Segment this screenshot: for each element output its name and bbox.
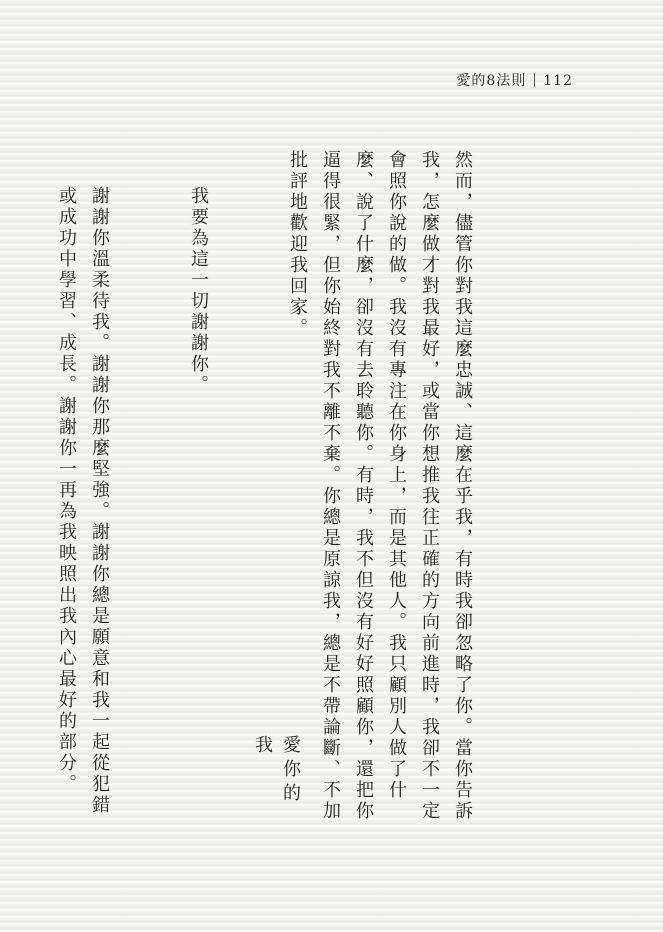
paragraph-2: 我要為這一切謝謝你。 bbox=[188, 186, 209, 396]
signature bbox=[248, 735, 304, 807]
paragraph-1: 然而，儘管你對我這麼忠誠、這麼在乎我，有時我卻忽略了你。當你告訴我，怎麼做才對我最好，或當你想推我往正確的方向前進時，我卻不一定會照你說的做。我沒有專注在你身上，而是其他人。我只顧別人做了什麼、說了什麼，卻沒有去聆聽你。有時，我不但沒有好好照顧你，還把你逼得很緊，但你始終對我不離不棄。你總是原諒我，總是不帶論斷、不加批評地歡迎我回家。 bbox=[287, 150, 473, 822]
page-number: 112 bbox=[543, 73, 573, 89]
paragraph-3: 謝謝你溫柔待我。謝謝你那麼堅強。謝謝你總是願意和我一起從犯錯或成功中學習、成長。謝謝你一再為我映照出我內心最好的部分。 bbox=[56, 186, 110, 816]
running-header bbox=[456, 70, 573, 90]
header-divider bbox=[534, 73, 535, 87]
letter-body bbox=[0, 150, 545, 830]
book-title: 愛的8法則 bbox=[456, 73, 527, 89]
signature-line-2: 我 bbox=[252, 735, 273, 759]
signature-line-1: 愛你的 bbox=[280, 735, 301, 807]
